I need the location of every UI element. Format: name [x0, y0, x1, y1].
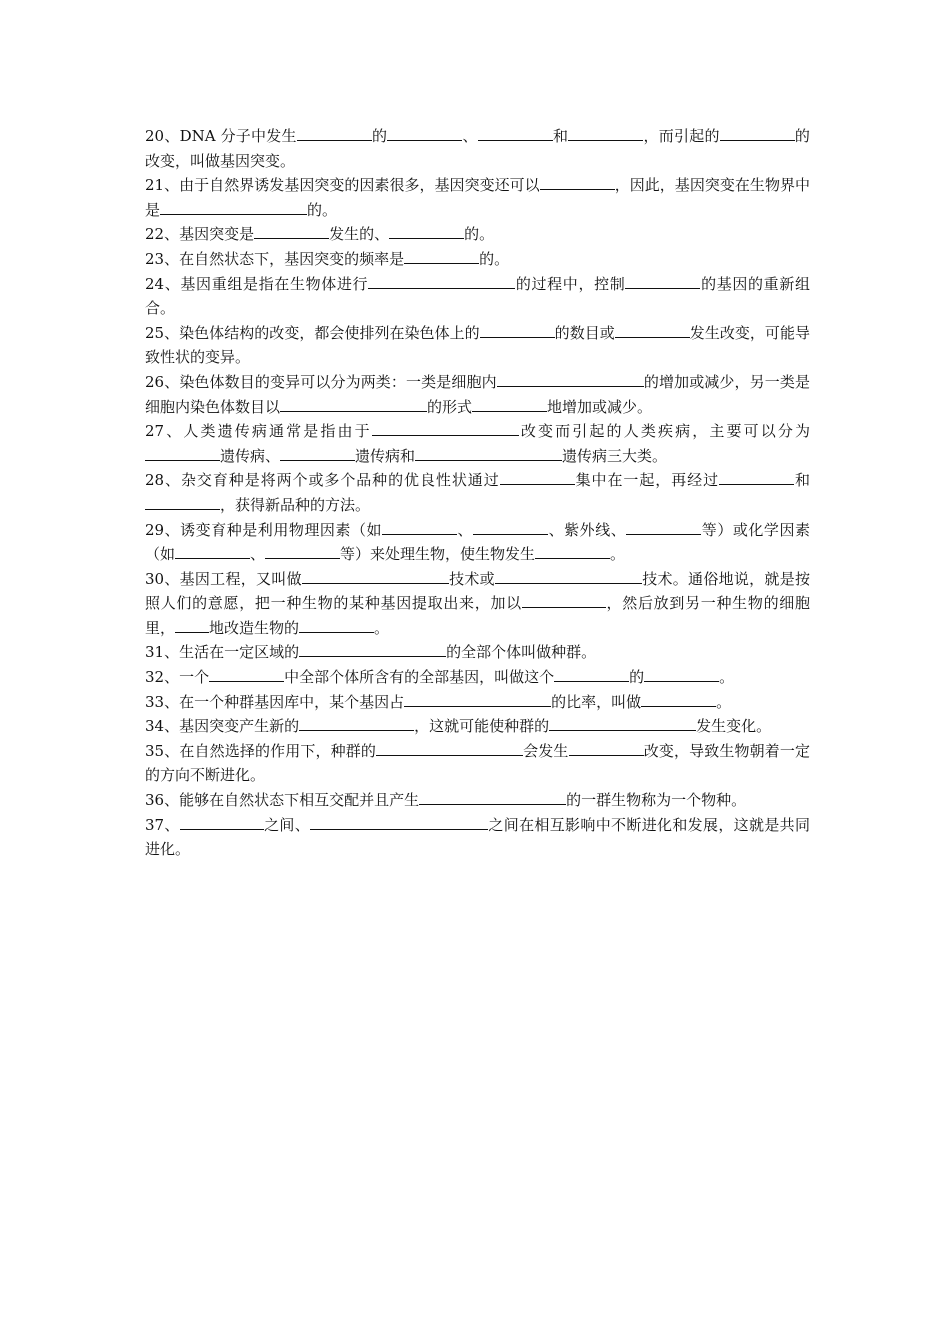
answer-blank[interactable] [368, 273, 515, 289]
question-27 [145, 419, 810, 468]
question-text: 35、在自然选择的作用下，种群的 [145, 741, 377, 760]
answer-blank[interactable] [568, 125, 643, 141]
question-text: 的比率，叫做 [551, 692, 642, 711]
question-text: 之间在相互影响中不断进化和发展，这就是共同进化。 [145, 815, 810, 859]
answer-blank[interactable] [404, 691, 551, 707]
answer-blank[interactable] [145, 494, 220, 510]
question-text: 等）或化学因素（如 [145, 520, 810, 564]
question-text: 、紫外线、 [548, 520, 627, 539]
question-text: 27、人类遗传病通常是指由于 [145, 422, 372, 441]
question-text: 发生变化。 [696, 717, 772, 736]
question-text: 的全部个体叫做种群。 [446, 643, 597, 662]
answer-blank[interactable] [500, 469, 575, 485]
question-text: 。 [716, 692, 732, 711]
answer-blank[interactable] [209, 666, 284, 682]
question-text: ，而引起的 [643, 127, 720, 145]
question-text: 的 [629, 668, 645, 687]
question-34 [145, 714, 810, 739]
question-text: 37、 [145, 815, 180, 834]
answer-blank[interactable] [480, 322, 555, 338]
question-text: 的增加或减少，另一类是细胞内染色体数目以 [145, 372, 810, 416]
question-text: 、 [462, 127, 478, 145]
answer-blank[interactable] [535, 543, 610, 559]
answer-blank[interactable] [641, 691, 716, 707]
question-text: ，获得新品种的方法。 [220, 495, 371, 514]
answer-blank[interactable] [626, 519, 701, 535]
answer-blank[interactable] [389, 223, 464, 239]
question-text: 改变，导致生物朝着一定的方向不断进化。 [145, 741, 810, 785]
question-text: 技术或 [448, 569, 495, 588]
answer-blank[interactable] [495, 568, 642, 584]
answer-blank[interactable] [175, 543, 250, 559]
answer-blank[interactable] [540, 174, 615, 190]
answer-blank[interactable] [297, 125, 372, 141]
question-text: 26、染色体数目的变异可以分为两类：一类是细胞内 [145, 372, 497, 391]
answer-blank[interactable] [549, 715, 696, 731]
answer-blank[interactable] [720, 125, 795, 141]
answer-blank[interactable] [302, 568, 449, 584]
answer-blank[interactable] [372, 420, 519, 436]
question-text: 。 [719, 668, 735, 687]
question-text: 发生改变，可能导致性状的变异。 [145, 323, 810, 367]
answer-blank[interactable] [478, 125, 553, 141]
question-35 [145, 739, 810, 788]
answer-blank[interactable] [497, 371, 644, 387]
question-text: 36、能够在自然状态下相互交配并且产生 [145, 791, 420, 810]
answer-blank[interactable] [280, 396, 427, 412]
answer-blank[interactable] [376, 740, 523, 756]
question-text: 改变而引起的人类疾病，主要可以分为 [518, 422, 810, 441]
question-text: 30、基因工程，又叫做 [145, 569, 302, 588]
answer-blank[interactable] [554, 666, 629, 682]
question-text: 28、杂交育种是将两个或多个品种的优良性状通过 [145, 471, 500, 490]
answer-blank[interactable] [569, 740, 644, 756]
answer-blank[interactable] [254, 223, 329, 239]
question-text: ，因此，基因突变在生物界中是 [145, 176, 810, 219]
answer-blank[interactable] [299, 617, 374, 633]
question-text: ，然后放到另一种生物的细胞里， [145, 594, 810, 637]
question-text: 24、基因重组是指在生物体进行 [145, 274, 369, 293]
question-text: 的改变，叫做基因突变。 [145, 127, 810, 170]
question-text: 23、在自然状态下，基因突变的频率是 [145, 249, 405, 268]
question-text: 技术。通俗地说，就是按照人们的意愿，把一种生物的某种基因提取出来，加以 [145, 569, 810, 613]
question-text: 等）来处理生物，使生物发生 [340, 545, 536, 564]
question-text: 的 [371, 127, 388, 145]
answer-blank[interactable] [415, 445, 562, 461]
answer-blank[interactable] [404, 248, 479, 264]
question-text: 遗传病三大类。 [562, 446, 668, 465]
question-text: 25、染色体结构的改变，都会使排列在染色体上的 [145, 323, 480, 342]
answer-blank[interactable] [387, 125, 462, 141]
question-37 [145, 813, 810, 862]
worksheet-page [145, 124, 810, 862]
answer-blank[interactable] [719, 469, 794, 485]
question-21 [145, 173, 810, 222]
question-text: 20、DNA 分子中发生 [145, 127, 297, 145]
question-text: 32、一个 [145, 668, 210, 687]
question-text: 22、基因突变是 [145, 225, 255, 244]
question-30 [145, 567, 810, 641]
question-23 [145, 247, 810, 272]
answer-blank[interactable] [299, 641, 446, 657]
answer-blank[interactable] [644, 666, 719, 682]
question-text: 地改造生物的 [209, 618, 300, 637]
question-text: 之间、 [263, 815, 311, 834]
answer-blank[interactable] [145, 445, 220, 461]
answer-blank[interactable] [472, 396, 547, 412]
question-text: 29、诱变育种是利用物理因素（如 [145, 520, 383, 539]
question-33 [145, 690, 810, 715]
question-text: 的。 [479, 249, 510, 268]
answer-blank[interactable] [473, 519, 548, 535]
question-text: 21、由于自然界诱发基因突变的因素很多，基因突变还可以 [145, 176, 540, 195]
question-26 [145, 370, 810, 419]
answer-blank[interactable] [175, 617, 209, 633]
question-25 [145, 321, 810, 370]
question-text: 34、基因突变产生新的 [145, 717, 300, 736]
question-text: 。 [374, 618, 390, 637]
question-20 [145, 124, 810, 173]
question-22 [145, 222, 810, 247]
question-text: 的数目或 [554, 323, 615, 342]
answer-blank[interactable] [310, 814, 488, 830]
question-36 [145, 788, 810, 813]
answer-blank[interactable] [382, 519, 457, 535]
question-text: 、 [250, 545, 266, 564]
answer-blank[interactable] [265, 543, 340, 559]
question-text: 中全部个体所含有的全部基因，叫做这个 [284, 668, 555, 687]
answer-blank[interactable] [280, 445, 355, 461]
question-text: 的。 [464, 225, 495, 244]
question-text: 和 [552, 127, 569, 145]
answer-blank[interactable] [419, 789, 566, 805]
question-text: 33、在一个种群基因库中，某个基因占 [145, 692, 405, 711]
question-text: 、 [457, 520, 474, 539]
answer-blank[interactable] [299, 715, 414, 731]
answer-blank[interactable] [160, 199, 307, 215]
question-text: 遗传病和 [355, 446, 416, 465]
question-29 [145, 518, 810, 567]
question-text: 遗传病、 [220, 446, 281, 465]
answer-blank[interactable] [180, 814, 264, 830]
question-text: 的基因的重新组合。 [145, 274, 810, 318]
question-text: 31、生活在一定区域的 [145, 643, 300, 662]
question-text: 会发生 [523, 741, 569, 760]
question-text: 的一群生物称为一个物种。 [566, 791, 747, 810]
question-text: 的过程中，控制 [515, 274, 626, 293]
question-32 [145, 665, 810, 690]
question-31 [145, 640, 810, 665]
question-28 [145, 468, 810, 517]
question-text: 集中在一起，再经过 [574, 471, 720, 490]
question-text: 。 [610, 545, 626, 564]
question-text: 的。 [307, 200, 338, 219]
question-24 [145, 272, 810, 321]
question-text: 的形式 [427, 397, 473, 416]
question-text: 和 [794, 471, 810, 490]
question-text: ，这就可能使种群的 [414, 717, 550, 736]
answer-blank[interactable] [615, 322, 690, 338]
question-text: 地增加或减少。 [547, 397, 653, 416]
question-text: 发生的、 [329, 225, 390, 244]
answer-blank[interactable] [522, 592, 606, 608]
answer-blank[interactable] [625, 273, 700, 289]
